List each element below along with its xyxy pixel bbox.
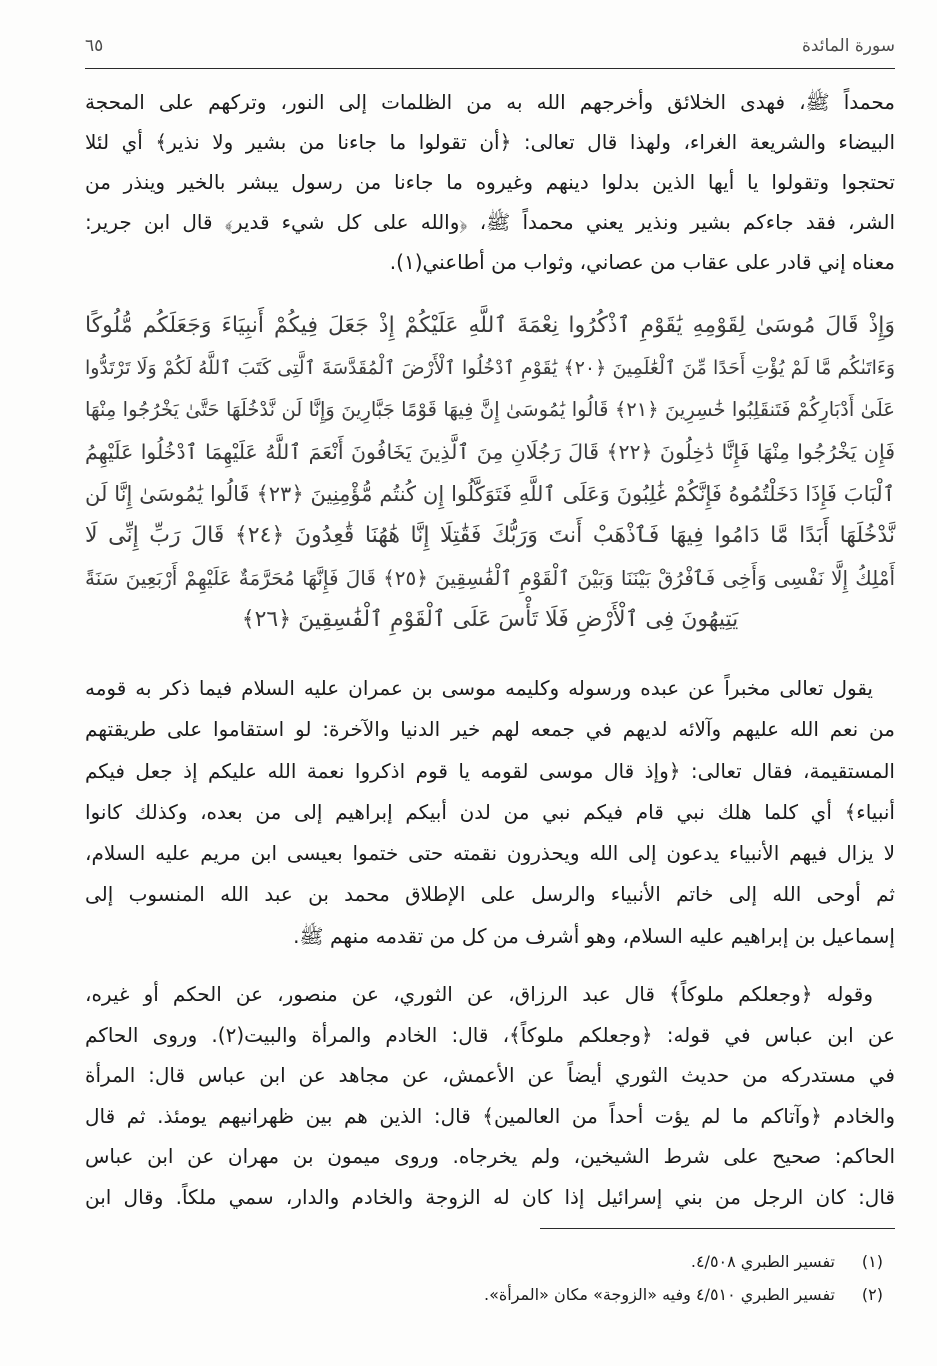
commentary-paragraph (85, 974, 895, 1217)
text-line: والخادم ﴿وآتاكم ما لم يؤت أحداً من العالمين﴾ قال: الذين هم بين ظهرانيهم يومئذ. ثم قال (85, 1103, 895, 1128)
verse-line: يَتِيهُونَ فِى ٱلْأَرْضِ فَلَا تَأْسَ عَلَى ٱلْقَوْمِ ٱلْفَٰسِقِينَ ﴿٢٦﴾ (241, 607, 739, 632)
verse-line: وَإِذْ قَالَ مُوسَىٰ لِقَوْمِهِ يَٰقَوْمِ ٱذْكُرُوا نِعْمَةَ ٱللَّهِ عَلَيْكُمْ إِذْ جَعَلَ فِيكُمْ أَنبِيَاءَ وَجَعَلَكُم مُّلُوكًا (85, 313, 895, 338)
commentary-paragraph (85, 668, 895, 957)
text-line: أنبياء﴾ أي كلما هلك نبي قام فيكم نبي من لدن أبيكم إبراهيم إلى من بعده، وكذلك كانوا (85, 799, 895, 824)
text-line: إسماعيل بن إبراهيم عليه السلام، وهو أشرف من كل من تقدمه منهم ﷺ. (293, 923, 895, 948)
surah-title: سورة المائدة (801, 36, 895, 56)
verse-line: عَلَىٰ أَدْبَارِكُمْ فَتَنقَلِبُوا خَٰسِرِينَ ﴿٢١﴾ قَالُوا يَٰمُوسَىٰ إِنَّ فِيهَا قَوْمًا جَبَّارِينَ وَإِنَّا لَن نَّدْخُلَهَا حَتَّىٰ يَخْرُجُوا مِنْهَا (85, 398, 895, 421)
verse-line: ٱلْبَابَ فَإِذَا دَخَلْتُمُوهُ فَإِنَّكُمْ غَٰلِبُونَ وَعَلَى ٱللَّهِ فَتَوَكَّلُوا إِن كُنتُم مُّؤْمِنِينَ ﴿٢٣﴾ قَالُوا يَٰمُوسَىٰ إِنَّا لَن (85, 482, 896, 506)
text-line: معناه إني قادر على عقاب من عصاني، وثواب من أطاعني(١). (389, 250, 895, 274)
footnote-text: تفسير الطبري ٤/٥٠٨. (690, 1252, 835, 1271)
commentary-intro (85, 82, 895, 282)
text-line: وقوله ﴿وجعلكم ملوكاً﴾ قال عبد الرزاق، عن الثوري، عن منصور، عن الحكم أو غيره، (85, 982, 873, 1006)
page-number: ٦٥ (85, 36, 104, 56)
footnote-number: (١) (861, 1252, 883, 1271)
text-line: ثم أوحى الله إلى خاتم الأنبياء والرسل على الإطلاق محمد بن عبد الله المنسوب إلى (85, 882, 895, 907)
footnote-text: تفسير الطبري ٤/٥١٠ وفيه «الزوجة» مكان «المرأة». (483, 1285, 835, 1304)
footnotes (85, 1245, 895, 1311)
footnote (85, 1278, 895, 1311)
text-line: البيضاء والشريعة الغراء، ولهذا قال تعالى: ﴿أن تقولوا ما جاءنا من بشير ولا نذير﴾ أي لئلا (85, 130, 895, 154)
header-divider (85, 68, 895, 69)
footnote-number: (٢) (861, 1285, 883, 1304)
verse-line: فَإِن يَخْرُجُوا مِنْهَا فَإِنَّا دَٰخِلُونَ ﴿٢٢﴾ قَالَ رَجُلَانِ مِنَ ٱلَّذِينَ يَخَافُونَ أَنْعَمَ ٱللَّهُ عَلَيْهِمَا ٱدْخُلُوا عَلَيْهِمُ (85, 440, 895, 464)
text-line: محمداً ﷺ، فهدى الخلائق وأخرجهم الله به من الظلمات إلى النور، وتركهم على المحجة (85, 90, 895, 114)
running-header (85, 30, 895, 62)
quran-verses (85, 305, 895, 641)
footnote (85, 1245, 895, 1278)
text-line: في مستدركه من حديث الثوري أيضاً عن الأعمش، عن مجاهد عن ابن عباس قال: المرأة (85, 1063, 895, 1087)
text-line: الحاكم: صحيح على شرط الشيخين، ولم يخرجاه. وروى ميمون بن مهران عن ابن عباس (85, 1144, 895, 1168)
text-line: قال: كان الرجل من بني إسرائيل إذا كان له الزوجة والخادم والدار، سمي ملكاً. وقال ابن (85, 1184, 895, 1209)
text-line: من نعم الله عليهم وآلائه لديهم في جمعه لهم خير الدنيا والآخرة: لو استقاموا على طريقتهم (85, 717, 895, 742)
text-line: يقول تعالى مخبراً عن عبده ورسوله وكليمه موسى بن عمران عليه السلام فيما ذكر به قومه (85, 676, 873, 700)
text-line: الشر، فقد جاءكم بشير ونذير يعني محمداً ﷺ، ﴿والله على كل شيء قدير﴾ قال ابن جرير: (85, 210, 895, 234)
text-line: لا يزال فيهم الأنبياء يدعون إلى الله ويحذرون نقمته حتى ختموا بعيسى ابن مريم عليه السلام، (85, 841, 895, 866)
text-line: عن ابن عباس في قوله: ﴿وجعلكم ملوكاً﴾، قال: الخادم والمرأة والبيت(٢). وروى الحاكم (85, 1022, 895, 1047)
footnote-divider (540, 1228, 895, 1229)
verse-line: نَّدْخُلَهَا أَبَدًا مَّا دَامُوا فِيهَا فَٱذْهَبْ أَنتَ وَرَبُّكَ فَقَٰتِلَا إِنَّا هَٰهُنَا قَٰعِدُونَ ﴿٢٤﴾ قَالَ رَبِّ إِنِّى لَا (85, 523, 895, 548)
text-line: المستقيمة، فقال تعالى: ﴿وإذ قال موسى لقومه يا قوم اذكروا نعمة الله عليكم إذ جعل فيكم (85, 758, 895, 783)
verse-line: وَءَاتَىٰكُم مَّا لَمْ يُؤْتِ أَحَدًا مِّنَ ٱلْعَٰلَمِينَ ﴿٢٠﴾ يَٰقَوْمِ ٱدْخُلُوا ٱلْأَرْضَ ٱلْمُقَدَّسَةَ ٱلَّتِى كَتَبَ ٱللَّهُ لَكُمْ وَلَا تَرْتَدُّوا (85, 357, 895, 379)
text-line: تحتجوا وتقولوا يا أيها الذين بدلوا دينهم وغيروه ما جاءنا من رسول يبشر بالخير وينذر من (85, 170, 895, 194)
verse-line: أَمْلِكُ إِلَّا نَفْسِى وَأَخِى فَٱفْرُقْ بَيْنَنَا وَبَيْنَ ٱلْقَوْمِ ٱلْفَٰسِقِينَ ﴿٢٥﴾ قَالَ فَإِنَّهَا مُحَرَّمَةٌ عَلَيْهِمْ أَرْبَعِينَ سَنَةً (85, 566, 895, 590)
